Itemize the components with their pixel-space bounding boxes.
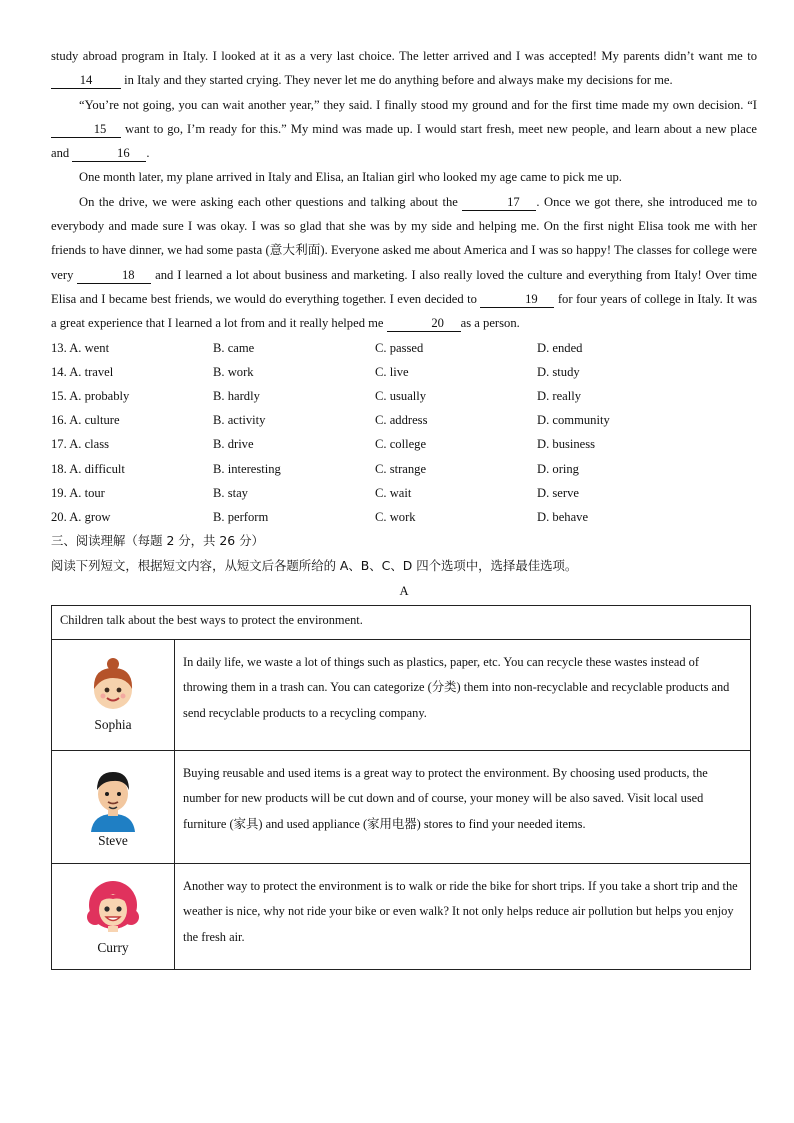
option: C. work <box>375 509 416 524</box>
passage-text: . <box>146 146 150 161</box>
answer-options <box>51 336 757 530</box>
blank-17: 17 <box>462 194 536 211</box>
sophia-avatar-icon <box>85 656 141 716</box>
option: B. activity <box>213 413 266 428</box>
blank-19: 19 <box>480 291 554 308</box>
option: B. drive <box>213 437 254 452</box>
section-instruction: 阅读下列短文，根据短文内容，从短文后各题所给的 A、B、C、D 四个选项中，选择最佳选项。 <box>51 557 578 573</box>
blank-15: 15 <box>51 121 121 138</box>
passage-letter: A <box>399 584 409 599</box>
option: B. perform <box>213 509 269 524</box>
option: 18. A. difficult <box>51 461 125 476</box>
option: C. live <box>375 364 409 379</box>
passage-text: for four years of college in Italy. It was a great experience that I learned a lot from and it really helped me <box>51 291 757 331</box>
option: B. stay <box>213 485 248 500</box>
option: D. serve <box>537 485 579 500</box>
blank-14: 14 <box>51 72 121 89</box>
person-text: In daily life, we waste a lot of things such as plastics, paper, etc. You can recycle these wastes instead of throwing them in a trash can. You can categorize (分类) them into non-recyclable and recyclable products and send recyclable products to a recycling company. <box>175 640 751 751</box>
passage-paragraph-2 <box>51 93 757 166</box>
option-row-16 <box>51 408 757 432</box>
option-row-13 <box>51 336 757 360</box>
option: D. really <box>537 388 582 403</box>
option: D. business <box>537 437 596 452</box>
option: C. college <box>375 437 427 452</box>
passage-text: . Once we got there, she introduced me to everybody and made sure I was okay. I was so glad that she was by my side and helping me. On the first night Elisa took me with her friends to have dinner, we had some pasta (意大利面). Everyone asked me about America and I was so happy! The classes for college were very <box>51 194 758 282</box>
option: 19. A. tour <box>51 485 105 500</box>
option: C. passed <box>375 340 424 355</box>
passage-paragraph-1 <box>51 44 757 93</box>
option: B. came <box>213 340 255 355</box>
passage-paragraph-4 <box>51 190 757 336</box>
person-cell <box>52 864 175 970</box>
blank-16: 16 <box>72 145 146 162</box>
option: D. oring <box>537 461 579 476</box>
option: 15. A. probably <box>51 388 130 403</box>
option-row-19 <box>51 481 757 505</box>
environment-table <box>51 605 751 970</box>
option: C. address <box>375 413 428 428</box>
option: B. work <box>213 364 254 379</box>
option: B. interesting <box>213 461 281 476</box>
option: 16. A. culture <box>51 413 120 428</box>
person-name: Curry <box>97 939 129 955</box>
passage-text: in Italy and they started crying. They never let me do anything before and always make my decisions for me. <box>121 73 673 88</box>
option: D. study <box>537 364 580 379</box>
passage-text: study abroad program in Italy. I looked at it as a very last choice. The letter arrived and I was accepted! My parents didn’t want me to <box>51 49 757 63</box>
passage-text: and I learned a lot about business and marketing. I also really loved the culture and everything from Italy! Over time Elisa and I became best friends, we would do everything together. I even decided to <box>51 267 757 306</box>
option: C. wait <box>375 485 412 500</box>
steve-avatar-icon <box>85 764 141 832</box>
person-name: Sophia <box>94 717 132 733</box>
person-text: Another way to protect the environment is to walk or ride the bike for short trips. If you take a short trip and the weather is nice, why not ride your bike or even walk? It not only helps reduce air pollution but helps you enjoy the fresh air. <box>175 864 751 970</box>
table-row <box>52 751 751 864</box>
option-row-20 <box>51 505 757 529</box>
option: 14. A. travel <box>51 364 114 379</box>
option-row-18 <box>51 457 757 481</box>
passage-paragraph-3: One month later, my plane arrived in Italy and Elisa, an Italian girl who looked my age came to pick me up. <box>79 170 622 185</box>
option: C. strange <box>375 461 427 476</box>
option-row-17 <box>51 432 757 456</box>
person-cell <box>52 751 175 864</box>
passage-text: as a person. <box>460 316 520 331</box>
blank-18: 18 <box>77 267 151 284</box>
person-text: Buying reusable and used items is a great way to protect the environment. By choosing used products, the number for new products will be cut down and of course, your money will be also saved. Visit local used furniture (家具) and used appliance (家用电器) stores to find your needed items. <box>175 751 751 864</box>
exam-page <box>51 44 757 970</box>
passage-text: On the drive, we were asking each other questions and talking about the <box>79 194 463 209</box>
option: 17. A. class <box>51 437 110 452</box>
curry-avatar-icon <box>85 877 141 939</box>
blank-20: 20 <box>387 315 461 332</box>
option: 13. A. went <box>51 340 110 355</box>
section-heading: 三、阅读理解（每题 2 分，共 26 分） <box>51 533 264 549</box>
table-header-row <box>52 606 751 640</box>
option: D. community <box>537 413 610 428</box>
option-row-14 <box>51 360 757 384</box>
option: B. hardly <box>213 388 260 403</box>
table-row <box>52 640 751 751</box>
table-row <box>52 864 751 970</box>
person-cell <box>52 640 175 751</box>
option: C. usually <box>375 388 427 403</box>
option: 20. A. grow <box>51 509 111 524</box>
passage-text: “You’re not going, you can wait another year,” they said. I finally stood my ground and for the first time made my own decision. “I <box>79 97 757 112</box>
passage-text: want to go, I’m ready for this.” My mind was made up. I would start fresh, meet new people, and learn about a new place and <box>51 121 757 161</box>
option: D. behave <box>537 509 589 524</box>
person-name: Steve <box>98 833 128 849</box>
option: D. ended <box>537 340 583 355</box>
table-header: Children talk about the best ways to protect the environment. <box>52 606 751 640</box>
option-row-15 <box>51 384 757 408</box>
